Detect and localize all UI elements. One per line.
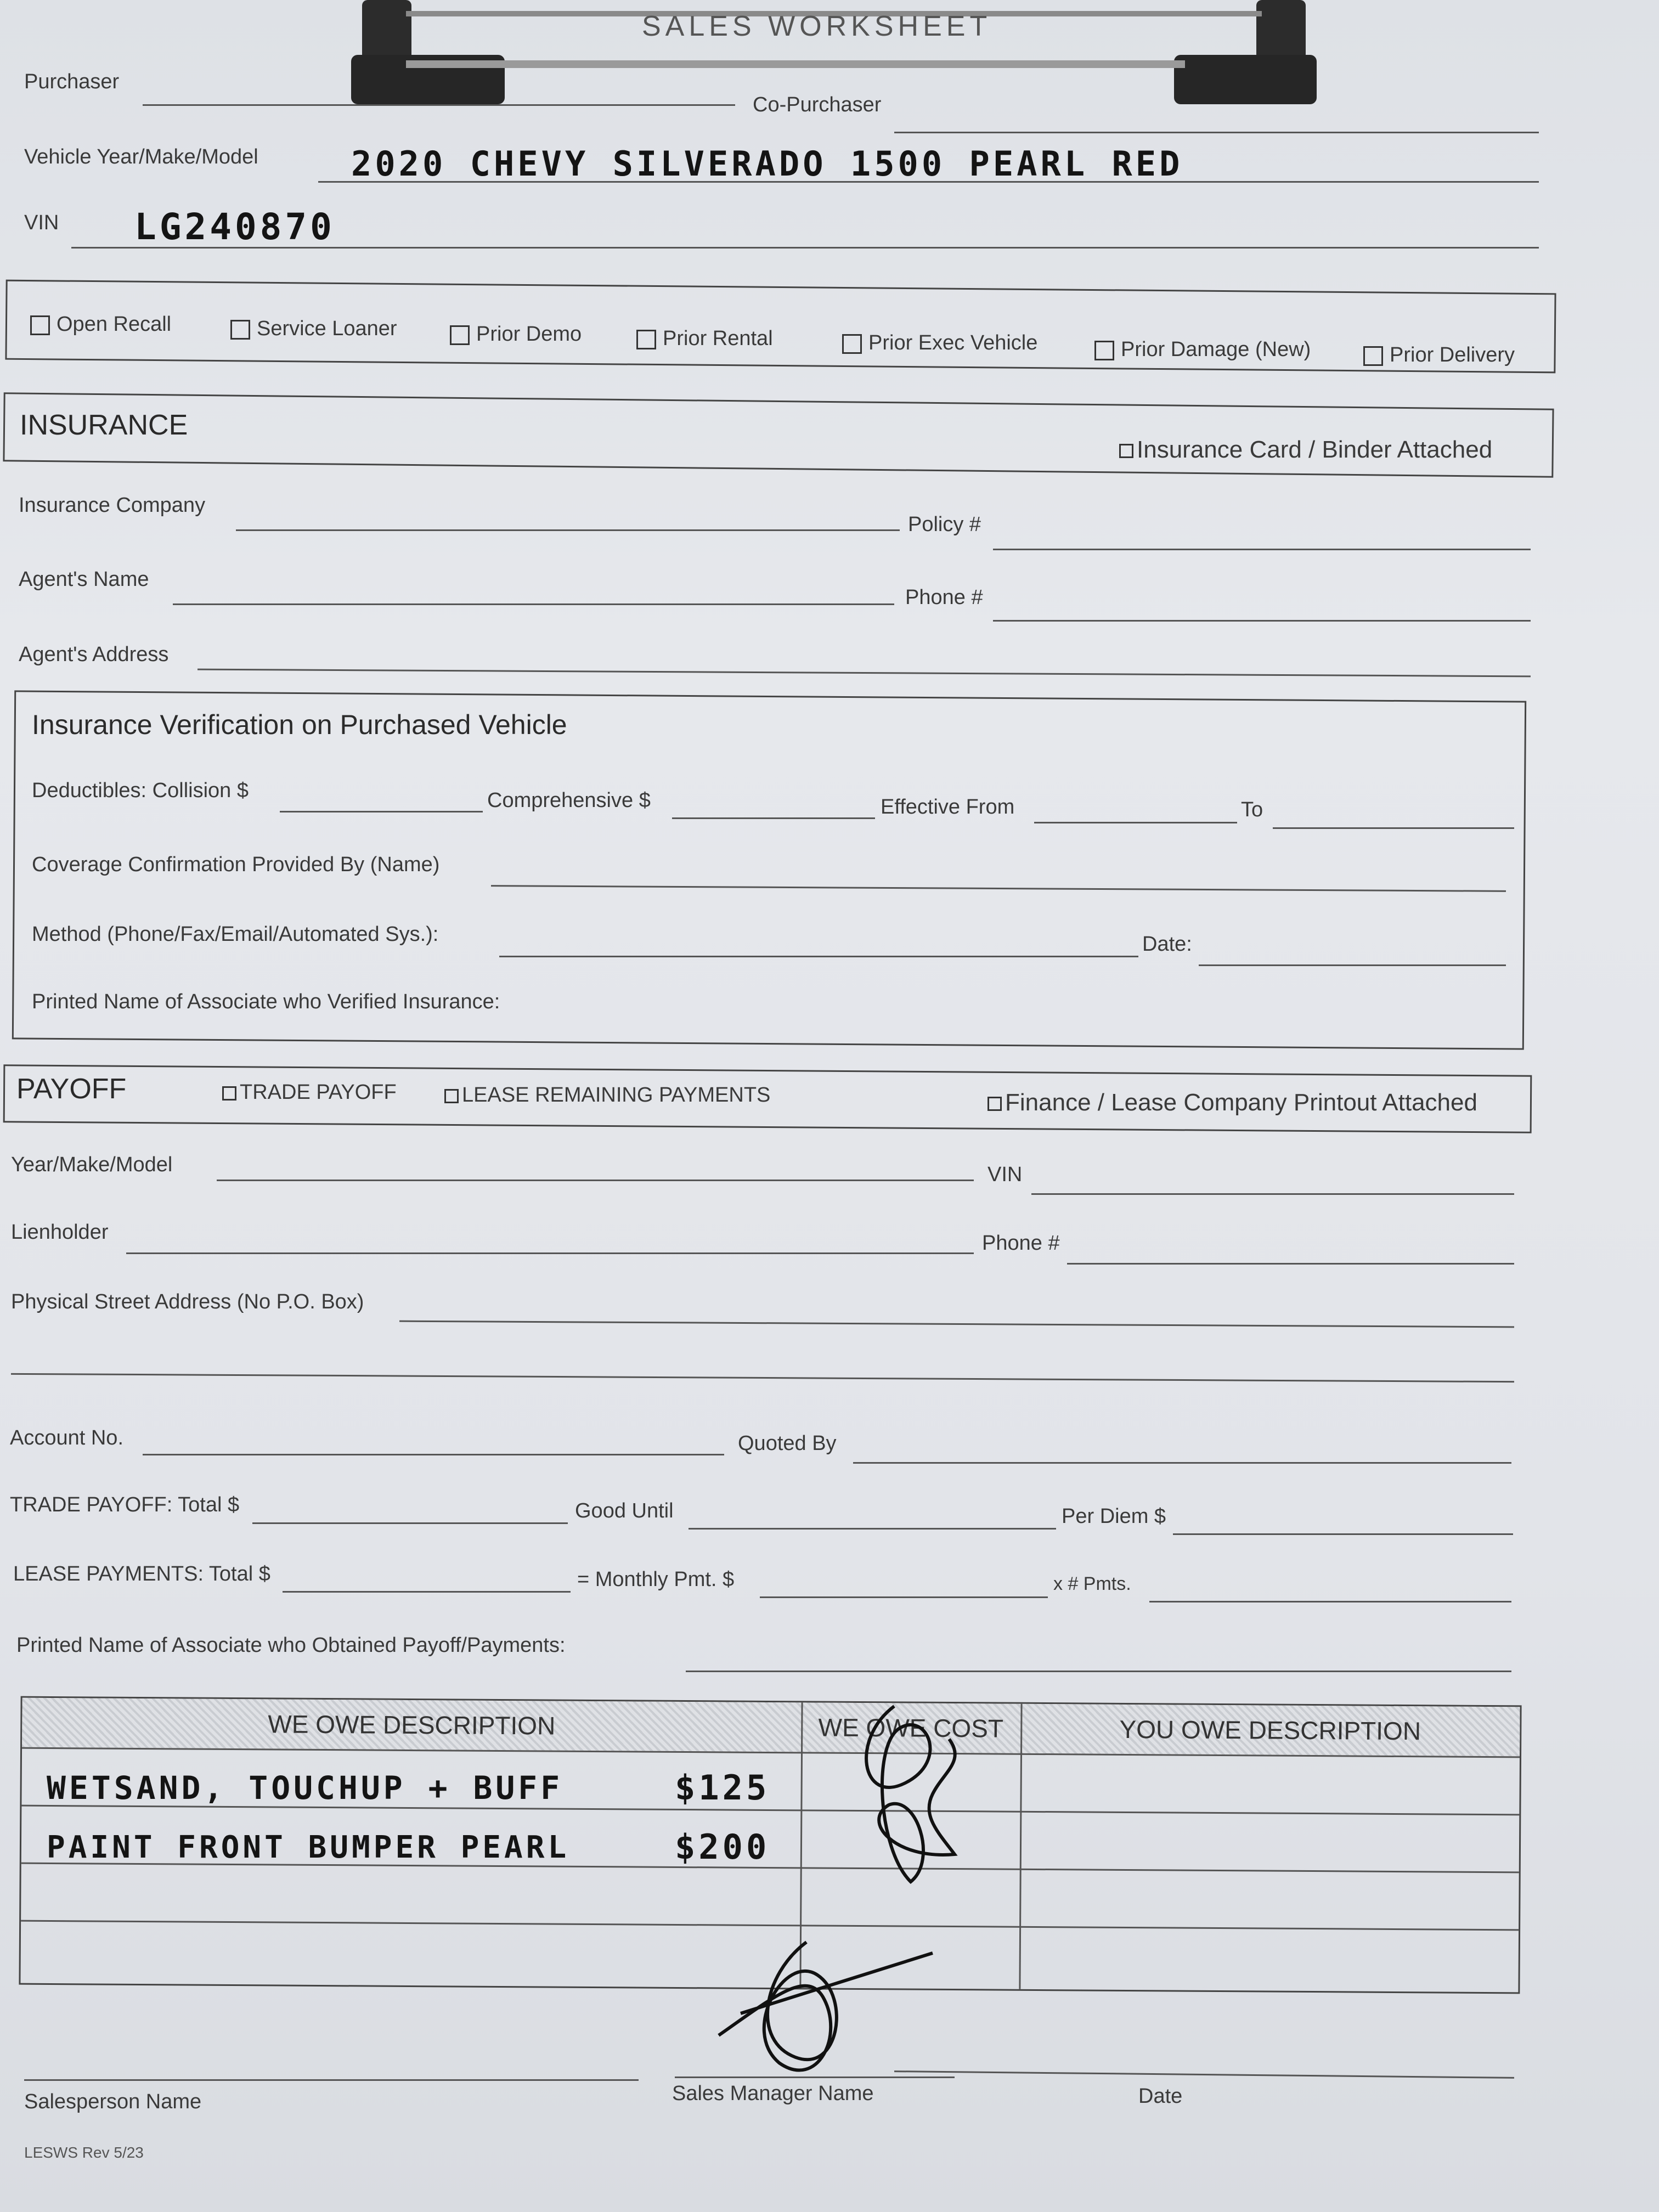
checkbox-prior-demo[interactable] <box>450 323 582 346</box>
payoff-vin-field[interactable] <box>1031 1193 1514 1195</box>
quoted-by-field[interactable] <box>853 1462 1511 1464</box>
initials-signature <box>828 1695 993 1898</box>
checkbox-icon <box>450 325 470 345</box>
manager-signature-line[interactable] <box>675 2076 955 2078</box>
we-owe-description-header: WE OWE DESCRIPTION <box>22 1698 802 1752</box>
checkbox-icon <box>1119 444 1133 458</box>
salesperson-label: Salesperson Name <box>24 2090 202 2113</box>
insurance-company-label: Insurance Company <box>19 494 206 517</box>
checkbox-label: Prior Rental <box>663 327 773 350</box>
agent-name-label: Agent's Name <box>19 568 149 591</box>
checkbox-service-loaner[interactable] <box>230 317 397 341</box>
checkbox-label: Prior Damage (New) <box>1121 338 1311 361</box>
per-diem-field[interactable] <box>1173 1533 1513 1535</box>
table-rule <box>21 1920 1519 1931</box>
good-until-field[interactable] <box>689 1528 1056 1530</box>
agent-phone-field[interactable] <box>993 620 1531 622</box>
salesperson-signature-line[interactable] <box>24 2079 639 2081</box>
verified-by-label: Printed Name of Associate who Verified Insurance: <box>32 990 500 1013</box>
vin-field[interactable] <box>71 247 1539 249</box>
lease-remaining-checkbox[interactable] <box>444 1084 770 1107</box>
checkbox-label: Service Loaner <box>257 317 397 340</box>
table-row-2-description: PAINT FRONT BUMPER PEARL <box>47 1830 570 1865</box>
account-field[interactable] <box>143 1454 724 1455</box>
policy-label: Policy # <box>908 513 981 536</box>
per-diem-label: Per Diem $ <box>1062 1505 1166 1528</box>
co-purchaser-field[interactable] <box>894 132 1539 133</box>
insurance-card-checkbox[interactable] <box>1119 436 1492 464</box>
checkbox-prior-delivery[interactable] <box>1363 343 1515 367</box>
vehicle-label: Vehicle Year/Make/Model <box>24 145 258 168</box>
checkbox-label: Prior Delivery <box>1390 343 1515 366</box>
checkbox-icon <box>444 1089 459 1103</box>
monthly-pmt-label: = Monthly Pmt. $ <box>577 1568 735 1591</box>
agent-address-label: Agent's Address <box>19 643 169 666</box>
manager-label: Sales Manager Name <box>672 2082 874 2105</box>
trade-payoff-checkbox[interactable] <box>222 1081 397 1104</box>
checkbox-icon <box>1363 346 1383 366</box>
lienholder-field[interactable] <box>126 1252 974 1254</box>
to-field[interactable] <box>1273 827 1514 829</box>
address-label: Physical Street Address (No P.O. Box) <box>11 1290 364 1313</box>
we-owe-cost-header: WE OWE COST <box>801 1702 1021 1753</box>
vin-value: LG240870 <box>134 206 335 248</box>
purchaser-field[interactable] <box>143 104 735 106</box>
form-title: SALES WORKSHEET <box>642 10 992 42</box>
comprehensive-label: Comprehensive $ <box>487 789 651 812</box>
footer-date-label: Date <box>1138 2085 1183 2108</box>
method-field[interactable] <box>499 956 1138 957</box>
table-row-2-amount: $200 <box>675 1827 770 1867</box>
checkbox-open-recall[interactable] <box>30 313 171 336</box>
checkbox-icon <box>230 320 250 340</box>
quoted-by-label: Quoted By <box>738 1432 837 1455</box>
form-revision: LESWS Rev 5/23 <box>24 2144 144 2161</box>
num-pmts-field[interactable] <box>1149 1601 1511 1602</box>
payoff-vin-label: VIN <box>988 1163 1023 1186</box>
account-label: Account No. <box>10 1426 123 1449</box>
deductibles-label: Deductibles: Collision $ <box>32 779 249 802</box>
coverage-label: Coverage Confirmation Provided By (Name) <box>32 853 440 876</box>
lienholder-label: Lienholder <box>11 1221 109 1244</box>
checkbox-icon <box>636 330 656 349</box>
purchaser-label: Purchaser <box>24 70 120 93</box>
lienholder-phone-label: Phone # <box>982 1232 1060 1255</box>
checkbox-icon <box>30 315 50 335</box>
vehicle-value: 2020 CHEVY SILVERADO 1500 PEARL RED <box>351 144 1183 184</box>
manager-signature <box>708 1931 949 2085</box>
vin-label: VIN <box>24 211 59 234</box>
checkbox-prior-exec-vehicle[interactable] <box>842 331 1037 355</box>
checkbox-label: Finance / Lease Company Printout Attached <box>1005 1089 1477 1116</box>
lease-total-label: LEASE PAYMENTS: Total $ <box>13 1562 270 1585</box>
policy-field[interactable] <box>993 549 1531 550</box>
vehicle-field[interactable] <box>318 181 1539 183</box>
effective-from-label: Effective From <box>881 795 1015 819</box>
checkbox-prior-rental[interactable] <box>636 327 773 351</box>
checkbox-icon <box>222 1086 236 1101</box>
you-owe-description-header: YOU OWE DESCRIPTION <box>1020 1704 1520 1757</box>
to-label: To <box>1241 798 1263 821</box>
lease-total-field[interactable] <box>283 1591 571 1593</box>
method-label: Method (Phone/Fax/Email/Automated Sys.): <box>32 923 439 946</box>
payoff-associate-field[interactable] <box>686 1671 1511 1672</box>
checkbox-icon <box>842 334 862 354</box>
payoff-title: PAYOFF <box>16 1073 127 1105</box>
checkbox-label: Prior Exec Vehicle <box>868 331 1038 354</box>
verification-date-label: Date: <box>1142 933 1192 956</box>
insurance-title: INSURANCE <box>20 409 188 441</box>
comprehensive-field[interactable] <box>672 817 875 819</box>
verification-title: Insurance Verification on Purchased Vehicle <box>32 709 567 740</box>
checkbox-icon <box>988 1097 1002 1111</box>
collision-field[interactable] <box>280 811 483 812</box>
trade-total-label: TRADE PAYOFF: Total $ <box>10 1493 240 1516</box>
good-until-label: Good Until <box>575 1499 674 1522</box>
monthly-pmt-field[interactable] <box>760 1596 1048 1598</box>
checkbox-icon <box>1094 341 1114 360</box>
num-pmts-label: x # Pmts. <box>1053 1573 1131 1594</box>
checkbox-prior-damage[interactable] <box>1094 338 1311 362</box>
checkbox-label: Open Recall <box>57 313 172 336</box>
checkbox-label: LEASE REMAINING PAYMENTS <box>462 1084 771 1107</box>
payoff-ymm-field[interactable] <box>217 1180 974 1181</box>
verification-date-field[interactable] <box>1199 964 1506 966</box>
effective-from-field[interactable] <box>1034 822 1237 823</box>
table-row-1-amount: $125 <box>675 1768 770 1808</box>
agent-name-field[interactable] <box>173 603 894 605</box>
payoff-ymm-label: Year/Make/Model <box>11 1153 173 1176</box>
checkbox-label: Insurance Card / Binder Attached <box>1137 436 1493 463</box>
agent-phone-label: Phone # <box>905 586 983 609</box>
co-purchaser-label: Co-Purchaser <box>753 93 882 116</box>
payoff-associate-label: Printed Name of Associate who Obtained Payoff/Payments: <box>16 1634 566 1657</box>
printout-attached-checkbox[interactable] <box>988 1089 1477 1116</box>
insurance-company-field[interactable] <box>236 529 900 531</box>
checkbox-label: TRADE PAYOFF <box>240 1081 397 1104</box>
lienholder-phone-field[interactable] <box>1067 1263 1514 1265</box>
checkbox-label: Prior Demo <box>476 323 582 346</box>
trade-total-field[interactable] <box>252 1522 568 1524</box>
table-row-1-description: WETSAND, TOUCHUP + BUFF <box>47 1769 563 1807</box>
